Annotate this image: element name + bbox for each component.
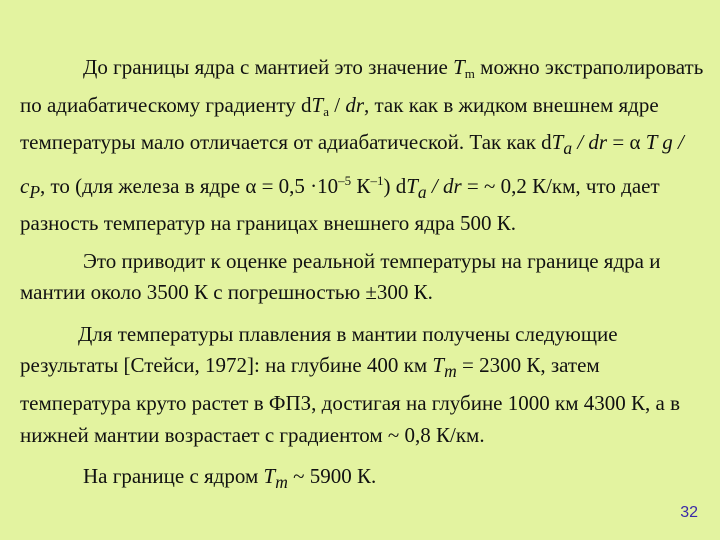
- paragraph-melting-temperature: [20, 319, 710, 451]
- symbol-T: T: [311, 92, 324, 117]
- symbol-T: T: [453, 55, 465, 79]
- paragraph-real-temperature: Это приводит к оценке реальной температуры на границе ядра и мантии около 3500 К с погрешностью ±300 К.: [20, 248, 661, 305]
- exponent: –1: [370, 172, 384, 188]
- text-run: можно экстраполировать по адиабатическому градиенту: [20, 55, 704, 117]
- text-run: До границы ядра с мантией это значение: [83, 55, 454, 79]
- symbol-T: T: [432, 353, 445, 378]
- symbol-T: T: [263, 464, 276, 489]
- subscript-m: m: [444, 361, 457, 382]
- page-number: 32: [680, 504, 698, 521]
- text-run: , так как в жидком внешнем ядре температуры мало отличается от адиабатической. Так как: [20, 92, 659, 154]
- text-run: ): [383, 173, 396, 198]
- symbol-d: d: [395, 173, 407, 198]
- symbol-slash-dr: / dr: [426, 173, 462, 198]
- subscript-m: m: [275, 472, 288, 493]
- symbol-T-g-c: T g / c: [20, 130, 684, 198]
- text-run: = ~ 0,2 К/км, что дает разность температур на границах внешнего ядра 500 К.: [20, 173, 660, 236]
- symbol-d: d: [301, 92, 312, 117]
- subscript-a: a: [563, 138, 573, 159]
- text-run: = 2300 К, затем температура круто растет в ФПЗ, достигая на глубине 1000 км 4300 К, а в нижней мантии возрастает с градиентом ~ 0,8 К/км.: [20, 353, 680, 447]
- text-run: Для температуры плавления в мантии получены следующие результаты [Стейси, 1972]: на глубине 400 км: [20, 321, 618, 378]
- subscript-a: a: [417, 181, 427, 202]
- subscript-m: m: [464, 66, 475, 81]
- subscript-a: a: [323, 103, 329, 119]
- text-run: /: [328, 92, 346, 117]
- symbol-T: T: [551, 130, 564, 154]
- paragraph-core-melting: [20, 461, 710, 499]
- symbol-d: d: [541, 130, 552, 154]
- slide-content: [20, 52, 710, 499]
- text-run: На границе с ядром: [83, 464, 264, 489]
- symbol-alpha: α: [245, 173, 257, 198]
- symbol-alpha: α: [629, 130, 641, 154]
- symbol-dr: dr: [345, 92, 364, 117]
- symbol-T: T: [406, 173, 418, 198]
- text-run: = 0,5 ·10: [256, 173, 339, 198]
- text-run: ~ 5900 К.: [287, 464, 377, 489]
- exponent: –5: [338, 172, 352, 188]
- paragraph-core-boundary: [20, 52, 710, 240]
- text-run: , то (для железа в ядре: [40, 173, 246, 198]
- symbol-slash-dr: / dr: [572, 130, 608, 154]
- text-run: К: [351, 173, 371, 198]
- subscript-P: P: [29, 181, 41, 202]
- text-run: =: [607, 130, 630, 154]
